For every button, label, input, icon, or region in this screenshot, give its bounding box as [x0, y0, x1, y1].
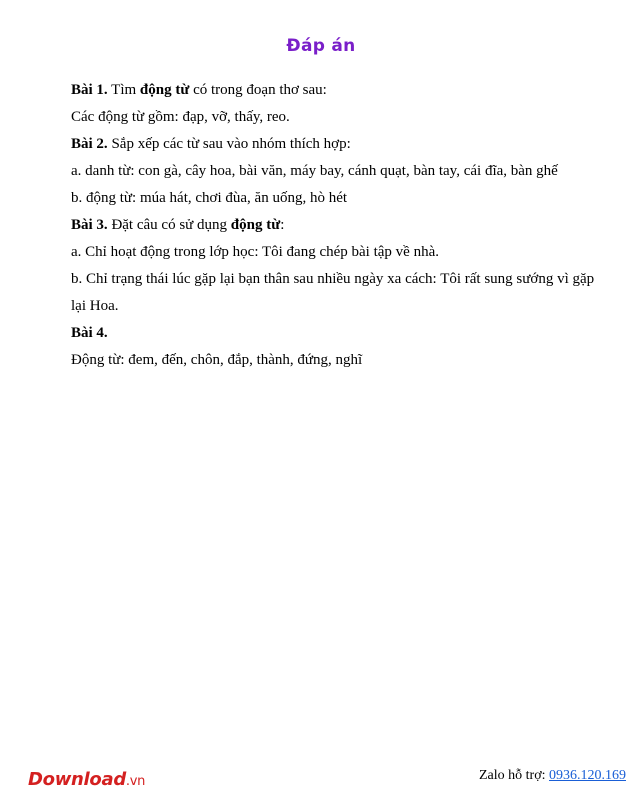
answer-content — [71, 77, 601, 374]
bai2-label: Bài 2. — [71, 136, 108, 152]
support-label: Zalo hỗ trợ: — [479, 768, 549, 783]
bai2-answer-b: b. động từ: múa hát, chơi đùa, ăn uống, hò hét — [71, 190, 348, 206]
bai4-question — [71, 320, 601, 347]
bai1-question-post: có trong đoạn thơ sau: — [189, 82, 327, 98]
bai3-answer-a: a. Chỉ hoạt động trong lớp học: Tôi đang chép bài tập về nhà. — [71, 244, 439, 260]
zalo-support — [479, 768, 626, 784]
bai4-answer: Động từ: đem, đến, chôn, đắp, thành, đứng, nghĩ — [71, 352, 363, 368]
logo-main-text: Download — [28, 769, 126, 790]
support-phone-link[interactable]: 0936.120.169 — [549, 768, 626, 783]
bai3-question-pre: Đặt câu có sử dụng — [107, 217, 231, 233]
logo-suffix-text: .vn — [125, 774, 146, 789]
bai3-question — [71, 212, 601, 239]
bai3-question-bold: động từ — [230, 217, 281, 233]
bai4-label: Bài 4. — [71, 325, 108, 341]
bai1-answer: Các động từ gồm: đạp, vỡ, thấy, reo. — [71, 109, 290, 125]
bai1-label: Bài 1. — [71, 82, 108, 98]
bai1-question-pre: Tìm — [107, 82, 140, 98]
page-title: Đáp án — [286, 36, 356, 56]
bai2-question-text: Sắp xếp các từ sau vào nhóm thích hợp: — [107, 136, 351, 152]
bai3-question-post: : — [280, 217, 285, 233]
download-vn-logo[interactable] — [28, 769, 145, 790]
bai3-label: Bài 3. — [71, 217, 108, 233]
bai1-question — [71, 77, 601, 104]
bai1-question-bold: động từ — [139, 82, 190, 98]
bai3-answer-b: b. Chỉ trạng thái lúc gặp lại bạn thân sau nhiều ngày xa cách: Tôi rất sung sướng vì gặp lại Hoa. — [71, 271, 595, 314]
bai2-question — [71, 131, 601, 158]
bai2-answer-a: a. danh từ: con gà, cây hoa, bài văn, máy bay, cánh quạt, bàn tay, cái đĩa, bàn ghế — [71, 163, 558, 179]
